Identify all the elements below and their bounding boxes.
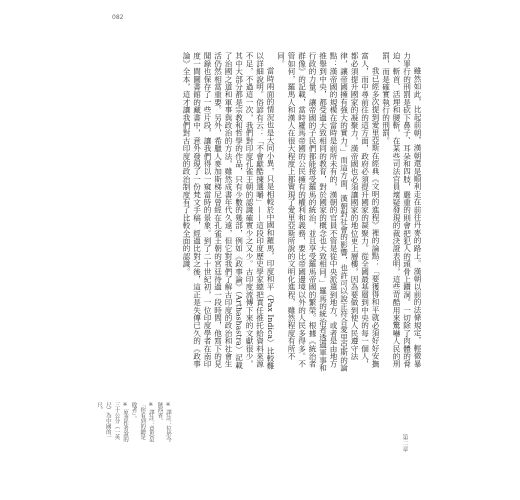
paragraph: 我已經多次提到愛里亞斯在經典《文明的進程》裡的論點：「要獲得和平就必須好好安撫富人，而中尋前往的這方面，政府必須提升國家的凝聚力。從全國最基層到中央的每一個人，都必須提升國家的凝聚力，漢帝國也必須讓國家的地位更上層樓，因為要做到使人民遵守法律，讓帝國擁有強大的實力。」而這方面，漢朝對社會的影響，也許可以說正符合愛里亞斯的論點：漢帝國的規模在當時是前所未有的，漢朝的官員不管是從中央派遣到地方，或者是由地方推舉到中央，都受過大致相同的教育，對於國家的概念也大致相同。」羅馬的統治者透過軍事和行政的力量，讓帝國的子民們都能接受羅馬的統治，並且享受羅馬帝國的繁榮。根據《統治者群像》的記載，當時羅馬帝國的公民擁有的權利和義務，要比帝國邊境以外的人民多得多。不管如何，羅馬人和漢人在很大程度上都實現了愛里亞斯所說的文明化進程，雖然程度有所不同。 xyxy=(276,52,380,372)
paragraph: 雖然如此，比起前朝，漢朝還是順利走在前往丹麥的路上。漢朝以前的法條規定，輕微暴力罪行的刑罰是砍下鼻子、耳朵和四肢，嚴重的則會把犯人的頭骨上鑽洞。一切除了肉體的脅迫、斬首、活埋和腰斬，在某些司法官員壞疑發現的裁決證表明，這些苛酷用來驚嚇人民的刑罰，而是確實執行的刑罰。 xyxy=(381,52,422,368)
footnote: ※ 譯註：意思是「你看到的總是敗者」。 xyxy=(130,402,154,443)
paragraph: 當時兩面的情況也是大同小異，只是相較於中國和羅馬，印度和平（Pax Indica）比較難以詳細說明。俗諺有云：「不會獻酷揀選嚼」——這段印度歷史學家總把責任推托給資料來源不足，不過這一次，我們對印度孔雀王朝的認識確實少之又少。古印度流傳下來的文獻很少，其中大部分都是宗教和哲學的作品，只有少數的幾部，例如《政事論》（Arthashastra）記載了治國之道和軍事與政治的方法，雖然成書年代久遠，但它對我們了解古印度的政治和社會生活仍然相當重要。另外，希臘人麥加斯梯尼曾經在孔雀王朝的宮廷待過一段時間，他寫下的見聞錄也保存了一些片段，讓我們得以一窺當時的景象。到了二十世紀初，一位印度學者在南印度一間圖書館的藏書中，意外發現了一份梵文手稿，經過比對之後，這正是失傳已久的《政事論》全本，這才讓我們對古印度的政治制度有了比較全面的認識。 xyxy=(182,52,275,370)
page-number: 082 xyxy=(112,14,124,21)
footnote: ※ 原書作者說的三十公分（一英尺）為中國的一尺。 xyxy=(96,402,129,443)
footnote: ※ 譯註：位於今陝西省。 xyxy=(156,402,171,443)
body-text xyxy=(120,52,422,374)
running-head: 第二章 xyxy=(401,434,408,452)
footnotes xyxy=(96,402,172,444)
